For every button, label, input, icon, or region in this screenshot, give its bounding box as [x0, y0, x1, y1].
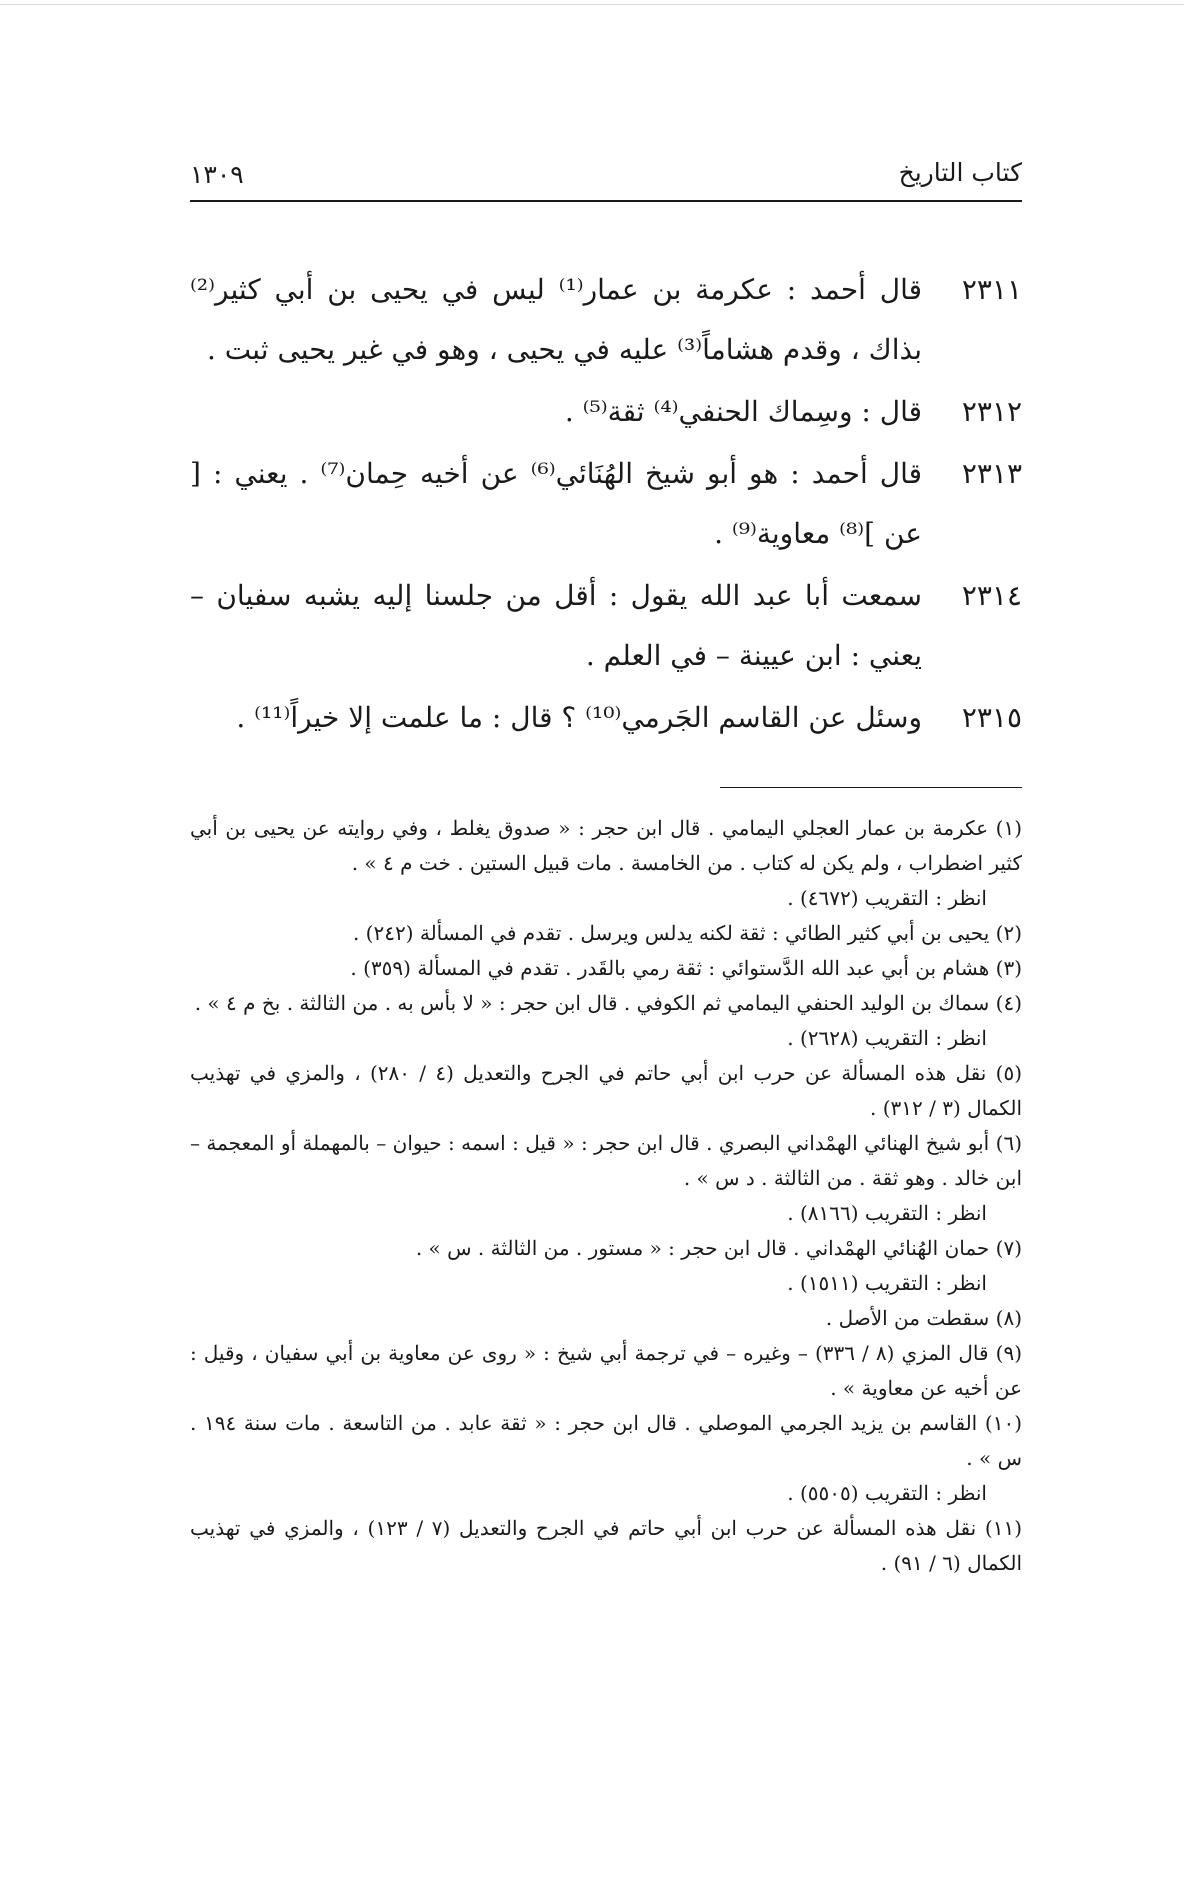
- footnote-text: (١١) نقل هذه المسألة عن حرب ابن أبي حاتم في الجرح والتعديل (٧ / ١٢٣) ، والمزي في تهذيب الكمال (٦ / ٩١) .: [190, 1516, 1023, 1575]
- entry-text: سمعت أبا عبد الله يقول : أقل من جلسنا إليه يشبه سفيان – يعني : ابن عيينة – في العلم .: [190, 579, 922, 672]
- footnote-9: [190, 1336, 1022, 1406]
- footnotes: [190, 811, 1022, 1581]
- footnote-text: (٦) أبو شيخ الهنائي الهمْداني البصري . قال ابن حجر : « قيل : اسمه : حيوان – بالمهملة أو المعجمة – ابن خالد . وهو ثقة . من الثالثة . د س » .: [190, 1131, 1022, 1190]
- entry-2314: [190, 566, 1022, 686]
- footnote-reference: انظر : التقريب (١٥١١) .: [787, 1271, 987, 1295]
- footnote-text: (١٠) القاسم بن يزيد الجرمي الموصلي . قال ابن حجر : « ثقة عابد . من التاسعة . مات سنة ١٩٤ . س » .: [190, 1411, 1022, 1470]
- entry-number: ٢٣١٢: [961, 395, 1022, 428]
- footnote-6: [190, 1126, 1022, 1231]
- footnote-text: (٧) حمان الهُنائي الهمْداني . قال ابن حجر : « مستور . من الثالثة . س » .: [415, 1236, 1022, 1260]
- entry-number: ٢٣١٥: [961, 701, 1022, 734]
- entry-number: ٢٣١٣: [961, 457, 1022, 490]
- entry-number: ٢٣١٤: [961, 579, 1022, 612]
- entry-2313: [190, 444, 1022, 564]
- footnote-3: [190, 951, 1022, 986]
- entry-text: قال أحمد : عكرمة بن عمار⁽¹⁾ ليس في يحيى بن أبي كثير⁽²⁾ بذاك ، وقدم هشاماً⁽³⁾ عليه في يحيى ، وهو في غير يحيى ثبت .: [190, 273, 923, 366]
- footnote-text: (٢) يحيى بن أبي كثير الطائي : ثقة لكنه يدلس ويرسل . تقدم في المسألة (٢٤٢) .: [352, 921, 1022, 945]
- footnote-text: (٤) سماك بن الوليد الحنفي اليمامي ثم الكوفي . قال ابن حجر : « لا بأس به . من الثالثة . بخ م ٤ » .: [194, 991, 1022, 1015]
- footnote-1: [190, 811, 1022, 916]
- footnote-reference: انظر : التقريب (٤٦٧٢) .: [787, 886, 987, 910]
- footnote-reference: انظر : التقريب (٨١٦٦) .: [787, 1201, 987, 1225]
- footnote-text: (٥) نقل هذه المسألة عن حرب ابن أبي حاتم في الجرح والتعديل (٤ / ٢٨٠) ، والمزي في تهذيب الكمال (٣ / ٣١٢) .: [190, 1061, 1022, 1120]
- footnote-text: (٨) سقطت من الأصل .: [825, 1306, 1022, 1330]
- scan-top-edge: [0, 4, 1184, 5]
- footnote-4: [190, 986, 1022, 1056]
- footnote-2: [190, 916, 1022, 951]
- footnote-text: (٣) هشام بن أبي عبد الله الدَّستوائي : ثقة رمي بالقَدر . تقدم في المسألة (٣٥٩) .: [350, 956, 1022, 980]
- page-number: ١٣٠٩: [190, 160, 244, 189]
- entry-2311: [190, 260, 1022, 380]
- footnote-reference: انظر : التقريب (٥٥٠٥) .: [787, 1481, 987, 1505]
- footnote-10: [190, 1406, 1022, 1511]
- footnote-text: (٩) قال المزي (٨ / ٣٣٦) – وغيره – في ترجمة أبي شيخ : « روى عن معاوية بن أبي سفيان ، وقيل : عن أخيه عن معاوية » .: [190, 1341, 1023, 1400]
- footnote-separator: [720, 787, 1022, 788]
- page-header: [190, 158, 1022, 204]
- footnote-11: [190, 1511, 1022, 1581]
- entry-number: ٢٣١١: [961, 273, 1022, 306]
- main-text: [190, 260, 1022, 750]
- footnote-8: [190, 1301, 1022, 1336]
- entry-2312: [190, 382, 1022, 442]
- entry-text: قال : وسِماك الحنفي⁽⁴⁾ ثقة⁽⁵⁾ .: [564, 395, 922, 428]
- book-title: كتاب التاريخ: [898, 158, 1022, 187]
- footnote-text: (١) عكرمة بن عمار العجلي اليمامي . قال ابن حجر : « صدوق يغلط ، وفي روايته عن يحيى بن أبي كثير اضطراب ، ولم يكن له كتاب . من الخامسة . مات قبيل الستين . خت م ٤ » .: [190, 816, 1022, 875]
- entry-text: قال أحمد : هو أبو شيخ الهُنَائي⁽⁶⁾ عن أخيه حِمان⁽⁷⁾ . يعني : [ عن ]⁽⁸⁾ معاوية⁽⁹⁾ .: [190, 457, 923, 550]
- footnote-reference: انظر : التقريب (٢٦٢٨) .: [787, 1026, 987, 1050]
- footnote-7: [190, 1231, 1022, 1301]
- header-rule: [190, 200, 1022, 202]
- footnote-5: [190, 1056, 1022, 1126]
- entry-2315: [190, 688, 1022, 748]
- entry-text: وسئل عن القاسم الجَرمي⁽¹⁰⁾ ؟ قال : ما علمت إلا خيراً⁽¹¹⁾ .: [236, 701, 922, 734]
